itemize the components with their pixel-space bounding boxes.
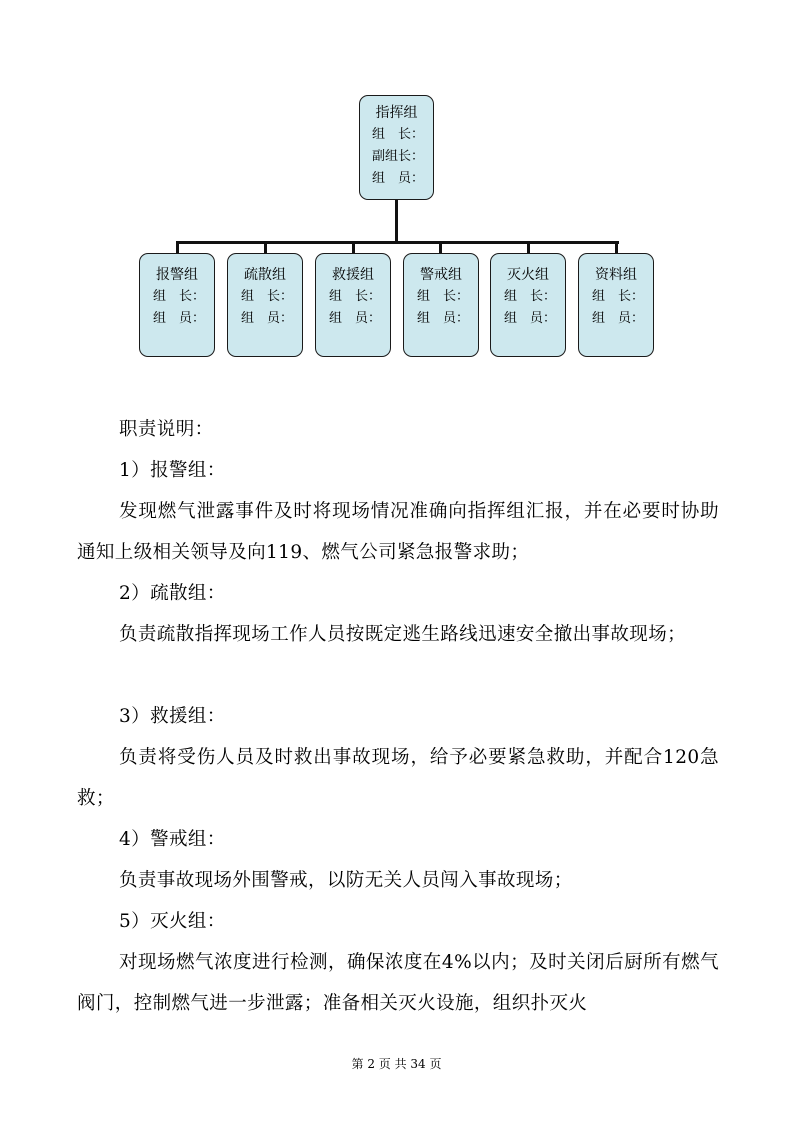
- section-title-firefighting: 5）灭火组：: [119, 911, 226, 932]
- org-node-evacuation: [227, 253, 303, 357]
- org-node-rescue: [315, 253, 391, 357]
- org-node-members: 组 员：: [417, 311, 470, 326]
- section-text-rescue: 负责将受伤人员及时救出事故现场，给予必要紧急救助，并配合120急救；: [77, 747, 719, 809]
- org-node-command: [359, 95, 434, 200]
- section-title-evacuation: 2）疏散组：: [119, 583, 226, 604]
- section-title-rescue: 3）救援组：: [119, 706, 226, 727]
- org-node-members: 组 员：: [241, 311, 294, 326]
- connector-bus: [176, 241, 619, 244]
- org-node-title: 警戒组: [420, 267, 462, 283]
- org-node-leader: 组 长：: [329, 289, 382, 304]
- org-node-title: 灭火组: [507, 267, 549, 283]
- org-node-leader: 组 长：: [504, 289, 557, 304]
- org-node-members: 组 员：: [372, 171, 425, 186]
- org-node-leader: 组 长：: [592, 289, 645, 304]
- org-node-members: 组 员：: [153, 311, 206, 326]
- org-node-members: 组 员：: [329, 311, 382, 326]
- section-text-cordon: 负责事故现场外围警戒，以防无关人员闯入事故现场；: [119, 870, 573, 891]
- section-title-cordon: 4）警戒组：: [119, 829, 226, 850]
- section-text-firefighting: 对现场燃气浓度进行检测，确保浓度在4%以内；及时关闭后厨所有燃气阀门，控制燃气进一步泄露；准备相关灭火设施，组织扑灭火: [77, 952, 719, 1014]
- section-text-evacuation: 负责疏散指挥现场工作人员按既定逃生路线迅速安全撤出事故现场；: [119, 624, 687, 645]
- org-node-alarm: [139, 253, 215, 357]
- org-node-leader: 组 长：: [372, 127, 425, 142]
- org-node-members: 组 员：: [592, 311, 645, 326]
- responsibilities-heading: 职责说明：: [119, 419, 214, 440]
- org-node-title: 疏散组: [244, 267, 286, 283]
- org-node-leader: 组 长：: [153, 289, 206, 304]
- org-node-firefighting: [490, 253, 566, 357]
- page-number: 第 2 页 共 34 页: [351, 1057, 442, 1071]
- org-node-leader: 组 长：: [417, 289, 470, 304]
- org-node-deputy: 副组长：: [372, 149, 425, 164]
- org-node-leader: 组 长：: [241, 289, 294, 304]
- section-title-alarm: 1）报警组：: [119, 460, 226, 481]
- org-node-title: 指挥组: [375, 105, 418, 121]
- org-node-title: 报警组: [156, 267, 198, 283]
- org-node-cordon: [403, 253, 479, 357]
- org-node-members: 组 员：: [504, 311, 557, 326]
- org-node-title: 资料组: [595, 267, 637, 283]
- org-node-records: [578, 253, 654, 357]
- connector-trunk: [395, 200, 398, 242]
- section-text-alarm: 发现燃气泄露事件及时将现场情况准确向指挥组汇报，并在必要时协助通知上级相关领导及向119、燃气公司紧急报警求助；: [77, 501, 719, 563]
- org-node-title: 救援组: [332, 267, 374, 283]
